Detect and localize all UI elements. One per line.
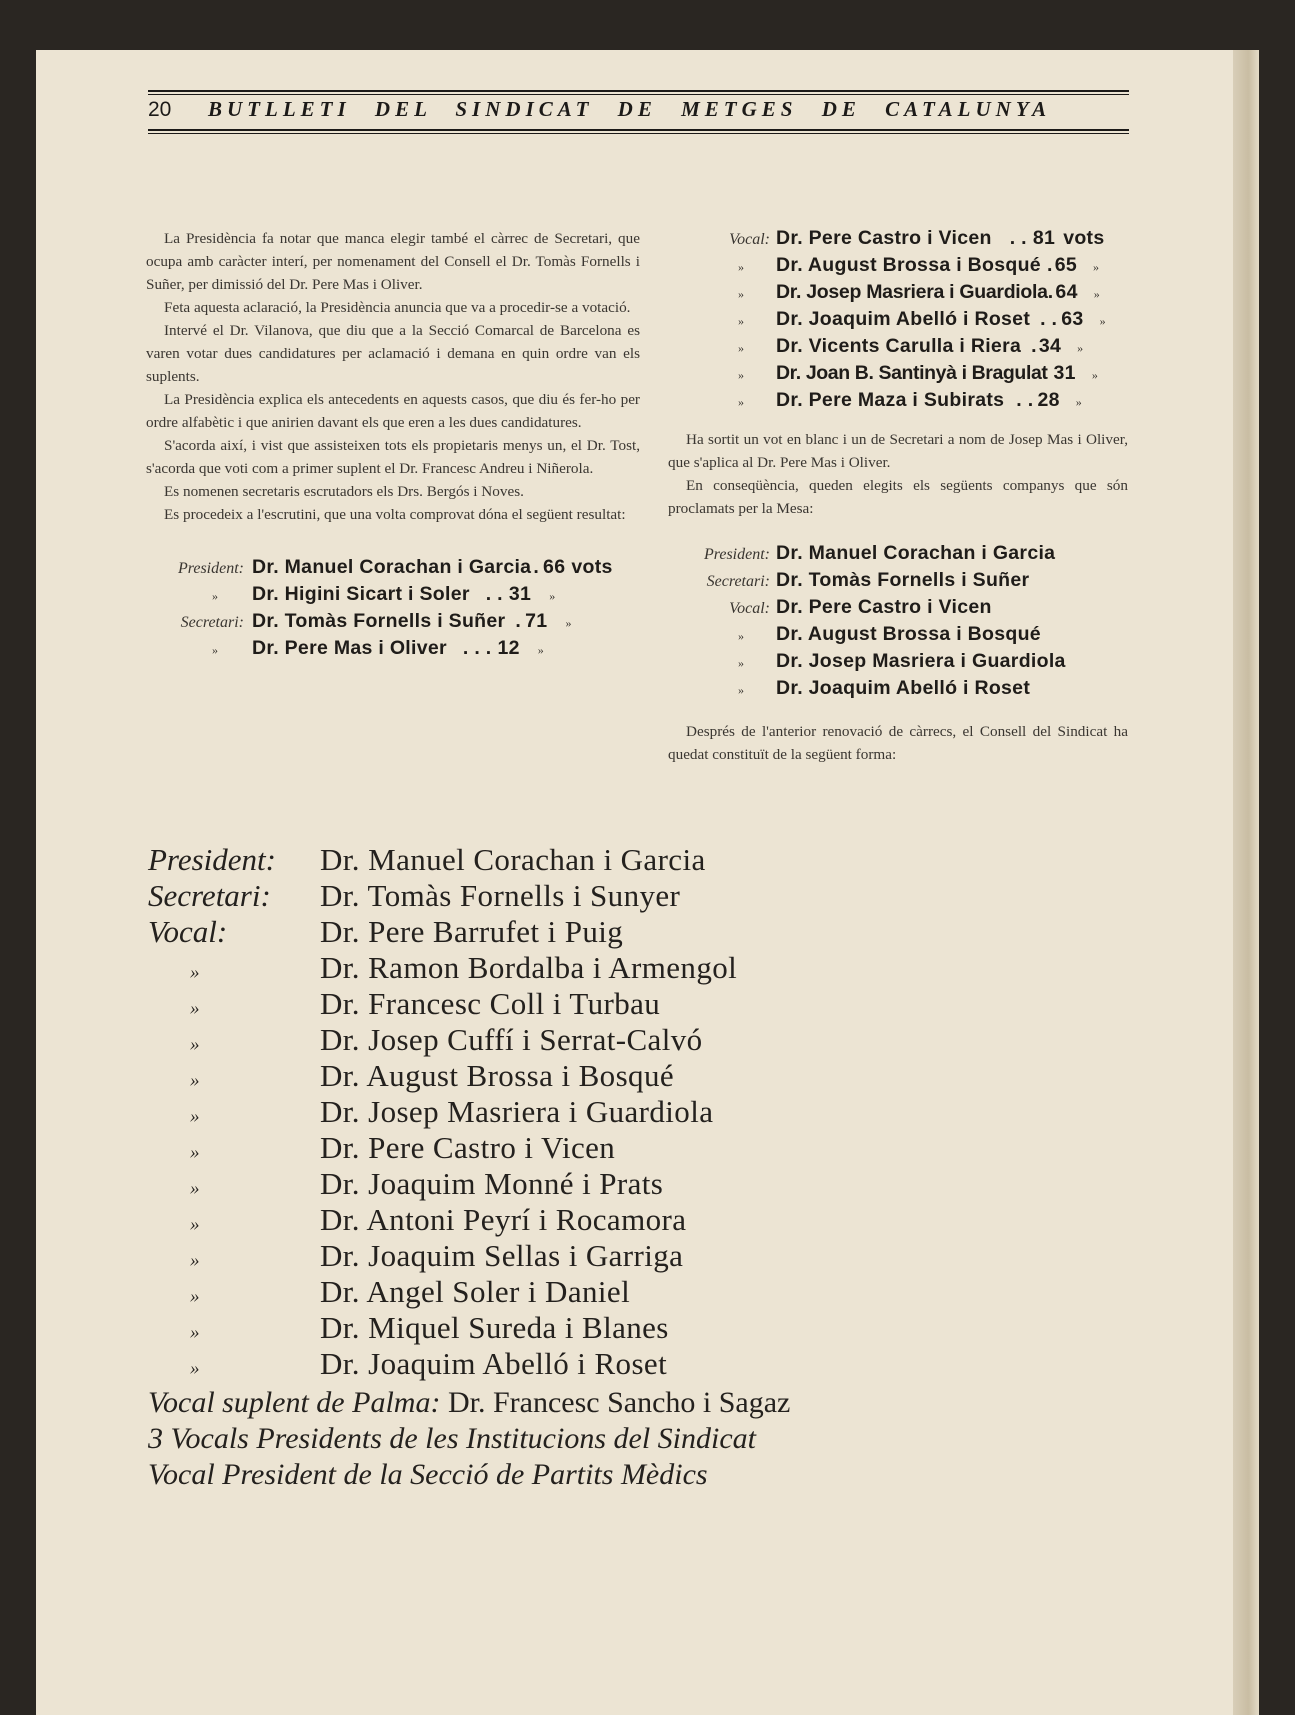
council-name: Dr. August Brossa i Bosqué [320,1058,675,1093]
vote-count: 66 [543,556,566,578]
vote-dots: . [533,556,540,578]
vote-dots: . . . [462,637,492,659]
vote-row [668,281,1128,308]
council-name: Dr. Joaquim Abelló i Roset [320,1346,668,1381]
council-row [148,986,1128,1022]
vote-count: 31 [508,583,532,605]
vote-name: Dr. Josep Masriera i Guardiola [776,281,1048,303]
council-name: Dr. Francesc Coll i Turbau [320,986,661,1021]
vote-unit: » [1092,260,1099,274]
ditto-mark: » [190,1250,200,1271]
council-row [148,1202,1128,1238]
vote-unit: » [549,589,556,603]
closing-paragraph: Després de l'anterior renovació de càrrecs, el Consell del Sindicat ha quedat constituït de la següent forma: [668,723,1128,763]
council-row [148,914,1128,950]
ditto-mark: » [738,260,744,274]
elected-name: Dr. Josep Masriera i Guardiola [776,650,1066,672]
vote-unit: » [537,643,544,657]
vote-row [668,389,1128,416]
council-name: Dr. Joaquim Monné i Prats [320,1166,664,1201]
council-role: Secretari: [148,878,271,913]
vote-unit: vots [571,556,613,578]
council-name: Dr. Tomàs Fornells i Sunyer [320,878,681,913]
elected-name: Dr. Joaquim Abelló i Roset [776,677,1031,699]
vote-count: 31 [1053,362,1076,384]
ditto-mark: » [190,962,200,983]
elected-role: President: [703,546,770,563]
partits-line: Vocal President de la Secció de Partits Mèdics [148,1458,708,1491]
council-row [148,1094,1128,1130]
ditto-mark: » [190,1070,200,1091]
vote-role: Secretari: [180,614,244,631]
council-name: Dr. Josep Cuffí i Serrat-Calvó [320,1022,703,1057]
vote-role: Vocal: [729,231,770,248]
left-paragraphs [146,175,640,526]
paragraph: Es nomenen secretaris escrutadors els Drs. Bergós i Noves. [164,483,524,500]
vote-count: 34 [1038,335,1062,357]
vote-unit: » [1075,395,1082,409]
ditto-mark: » [190,1214,200,1235]
council-row [148,950,1128,986]
paragraph: S'acorda així, i vist que assisteixen tots els propietaris menys un, el Dr. Tost, s'acorda que voti com a primer suplent el Dr. Francesc Andreu i Niñerola. [146,437,640,477]
council-name: Dr. Miquel Sureda i Blanes [320,1310,669,1345]
institutions-line: 3 Vocals Presidents de les Institucions del Sindicat [148,1422,756,1455]
vote-unit: » [1091,368,1098,382]
vote-unit: » [1093,287,1100,301]
right-paragraphs [668,428,1128,520]
vote-name: Dr. Joaquim Abelló i Roset [776,308,1031,330]
ditto-mark: » [190,1142,200,1163]
council-row [148,1130,1128,1166]
vote-role: President: [177,560,244,577]
vote-count: 81 [1032,227,1056,249]
ditto-mark: » [190,998,200,1019]
vote-row [668,362,1128,389]
elected-role: Vocal: [729,600,770,617]
paragraph: En conseqüència, queden elegits els següents companys que són proclamats per la Mesa: [668,477,1128,517]
council-row [148,1238,1128,1274]
header-row [148,97,1129,127]
vote-unit: » [1099,314,1106,328]
elected-row [668,542,1128,569]
vote-row [146,637,640,664]
vote-name: Dr. Pere Maza i Subirats [776,389,1005,411]
vote-name: Dr. Vicents Carulla i Riera [776,335,1022,357]
elected-name: Dr. Manuel Corachan i Garcia [776,542,1056,564]
vote-row [668,254,1128,281]
header-rule-bottom-2 [148,133,1129,134]
council-name: Dr. Manuel Corachan i Garcia [320,842,706,877]
vote-dots: . [1046,254,1053,276]
vote-dots: . . [1009,227,1027,249]
vote-name: Dr. Tomàs Fornells i Suñer [252,610,506,632]
elected-list [668,542,1128,704]
left-vote-results [146,556,640,664]
elected-name: Dr. August Brossa i Bosqué [776,623,1041,645]
paragraph: Intervé el Dr. Vilanova, que diu que a la Secció Comarcal de Barcelona es varen votar dues candidatures per aclamació i demana en quin ordre van els suplents. [146,322,640,385]
ditto-mark: » [190,1358,200,1379]
right-column [668,175,1128,766]
council-list [148,842,1128,1494]
vote-name: Dr. Pere Mas i Oliver [252,637,447,659]
council-name: Dr. Pere Castro i Vicen [320,1130,616,1165]
council-name: Dr. Angel Soler i Daniel [320,1274,631,1309]
vote-dots: . . [1016,389,1034,411]
vote-count: 64 [1055,281,1078,303]
vote-row [146,610,640,637]
ditto-mark: » [738,629,744,643]
council-row [148,1274,1128,1310]
paragraph: La Presidència fa notar que manca elegir també el càrrec de Secretari, que ocupa amb caràcter interí, per nomenament del Consell el Dr. Tomàs Fornells i Suñer, per dimissió del Dr. Pere Mas i Oliver. [146,230,640,293]
vote-name: Dr. Higini Sicart i Soler [252,583,470,605]
elected-row [668,596,1128,623]
elected-row [668,569,1128,596]
paragraph: Feta aquesta aclaració, la Presidència anuncia que va a procedir-se a votació. [164,299,631,316]
vote-dots: . . [485,583,503,605]
council-name: Dr. Pere Barrufet i Puig [320,914,624,949]
vote-dots: . [1047,281,1054,303]
header-rule-bottom [148,129,1129,131]
council-role: President: [148,842,276,877]
council-name: Dr. Antoni Peyrí i Rocamora [320,1202,687,1237]
vote-count: 28 [1037,389,1060,411]
ditto-mark: » [738,314,744,328]
council-name: Dr. Joaquim Sellas i Garriga [320,1238,684,1273]
page-header [148,88,1129,136]
vote-row [668,335,1128,362]
vote-name: Dr. August Brossa i Bosqué [776,254,1041,276]
header-rule-top-2 [148,94,1129,95]
council-row [148,1022,1128,1058]
ditto-mark: » [190,1286,200,1307]
substitute-label: Vocal suplent de Palma: [148,1386,441,1419]
council-row [148,1346,1128,1382]
elected-row [668,677,1128,704]
vote-count: 12 [497,637,520,659]
elected-row [668,650,1128,677]
vote-dots: . [1031,335,1037,357]
ditto-mark: » [190,1178,200,1199]
header-rule-top [148,90,1129,92]
ditto-mark: » [738,683,744,697]
vote-unit: » [565,616,572,630]
council-row [148,842,1128,878]
vote-name: Dr. Joan B. Santinyà i Bragulat [776,362,1048,384]
ditto-mark: » [738,395,744,409]
vote-count: 63 [1061,308,1084,330]
paragraph: Ha sortit un vot en blanc i un de Secretari a nom de Josep Mas i Oliver, que s'aplica al Dr. Pere Mas i Oliver. [668,431,1128,471]
vote-count: 65 [1054,254,1077,276]
ditto-mark: » [190,1034,200,1055]
vote-row [146,556,640,583]
ditto-mark: » [190,1322,200,1343]
ditto-mark: » [738,368,744,382]
council-row [148,878,1128,914]
council-name: Dr. Ramon Bordalba i Armengol [320,950,738,985]
vote-row [668,227,1128,254]
ditto-mark: » [738,341,744,355]
vote-row [146,583,640,610]
elected-role: Secretari: [706,573,770,590]
vote-name: Dr. Manuel Corachan i Garcia [252,556,532,578]
paragraph: Es procedeix a l'escrutini, que una volta comprovat dóna el següent resultat: [164,506,626,523]
vote-dots: . . [1040,308,1058,330]
council-name: Dr. Josep Masriera i Guardiola [320,1094,714,1129]
vote-unit: » [1077,341,1084,355]
vote-name: Dr. Pere Castro i Vicen [776,227,992,249]
ditto-mark: » [212,589,218,603]
vote-dots: . [515,610,522,632]
vote-count: 71 [525,610,548,632]
ditto-mark: » [738,656,744,670]
ditto-mark: » [212,643,218,657]
substitute-name: Dr. Francesc Sancho i Sagaz [447,1386,791,1419]
council-row [148,1310,1128,1346]
ditto-mark: » [190,1106,200,1127]
council-row [148,1166,1128,1202]
right-vote-results [668,175,1128,416]
council-row [148,1058,1128,1094]
council-role: Vocal: [148,914,228,949]
page-spine [1233,50,1259,1715]
vote-row [668,308,1128,335]
left-column [146,175,640,664]
vote-unit: vots [1063,227,1105,249]
elected-name: Dr. Pere Castro i Vicen [776,596,992,618]
elected-name: Dr. Tomàs Fornells i Suñer [776,569,1030,591]
substitute-line [148,1386,1128,1422]
ditto-mark: » [738,287,744,301]
paragraph: La Presidència explica els antecedents en aquests casos, que diu és fer-ho per ordre alfabètic i que anirien davant els que eren a les dues candidatures. [146,391,640,431]
page-number: 20 [148,98,172,121]
elected-row [668,623,1128,650]
running-title: BUTLLETI DEL SINDICAT DE METGES DE CATALUNYA [208,97,1052,121]
